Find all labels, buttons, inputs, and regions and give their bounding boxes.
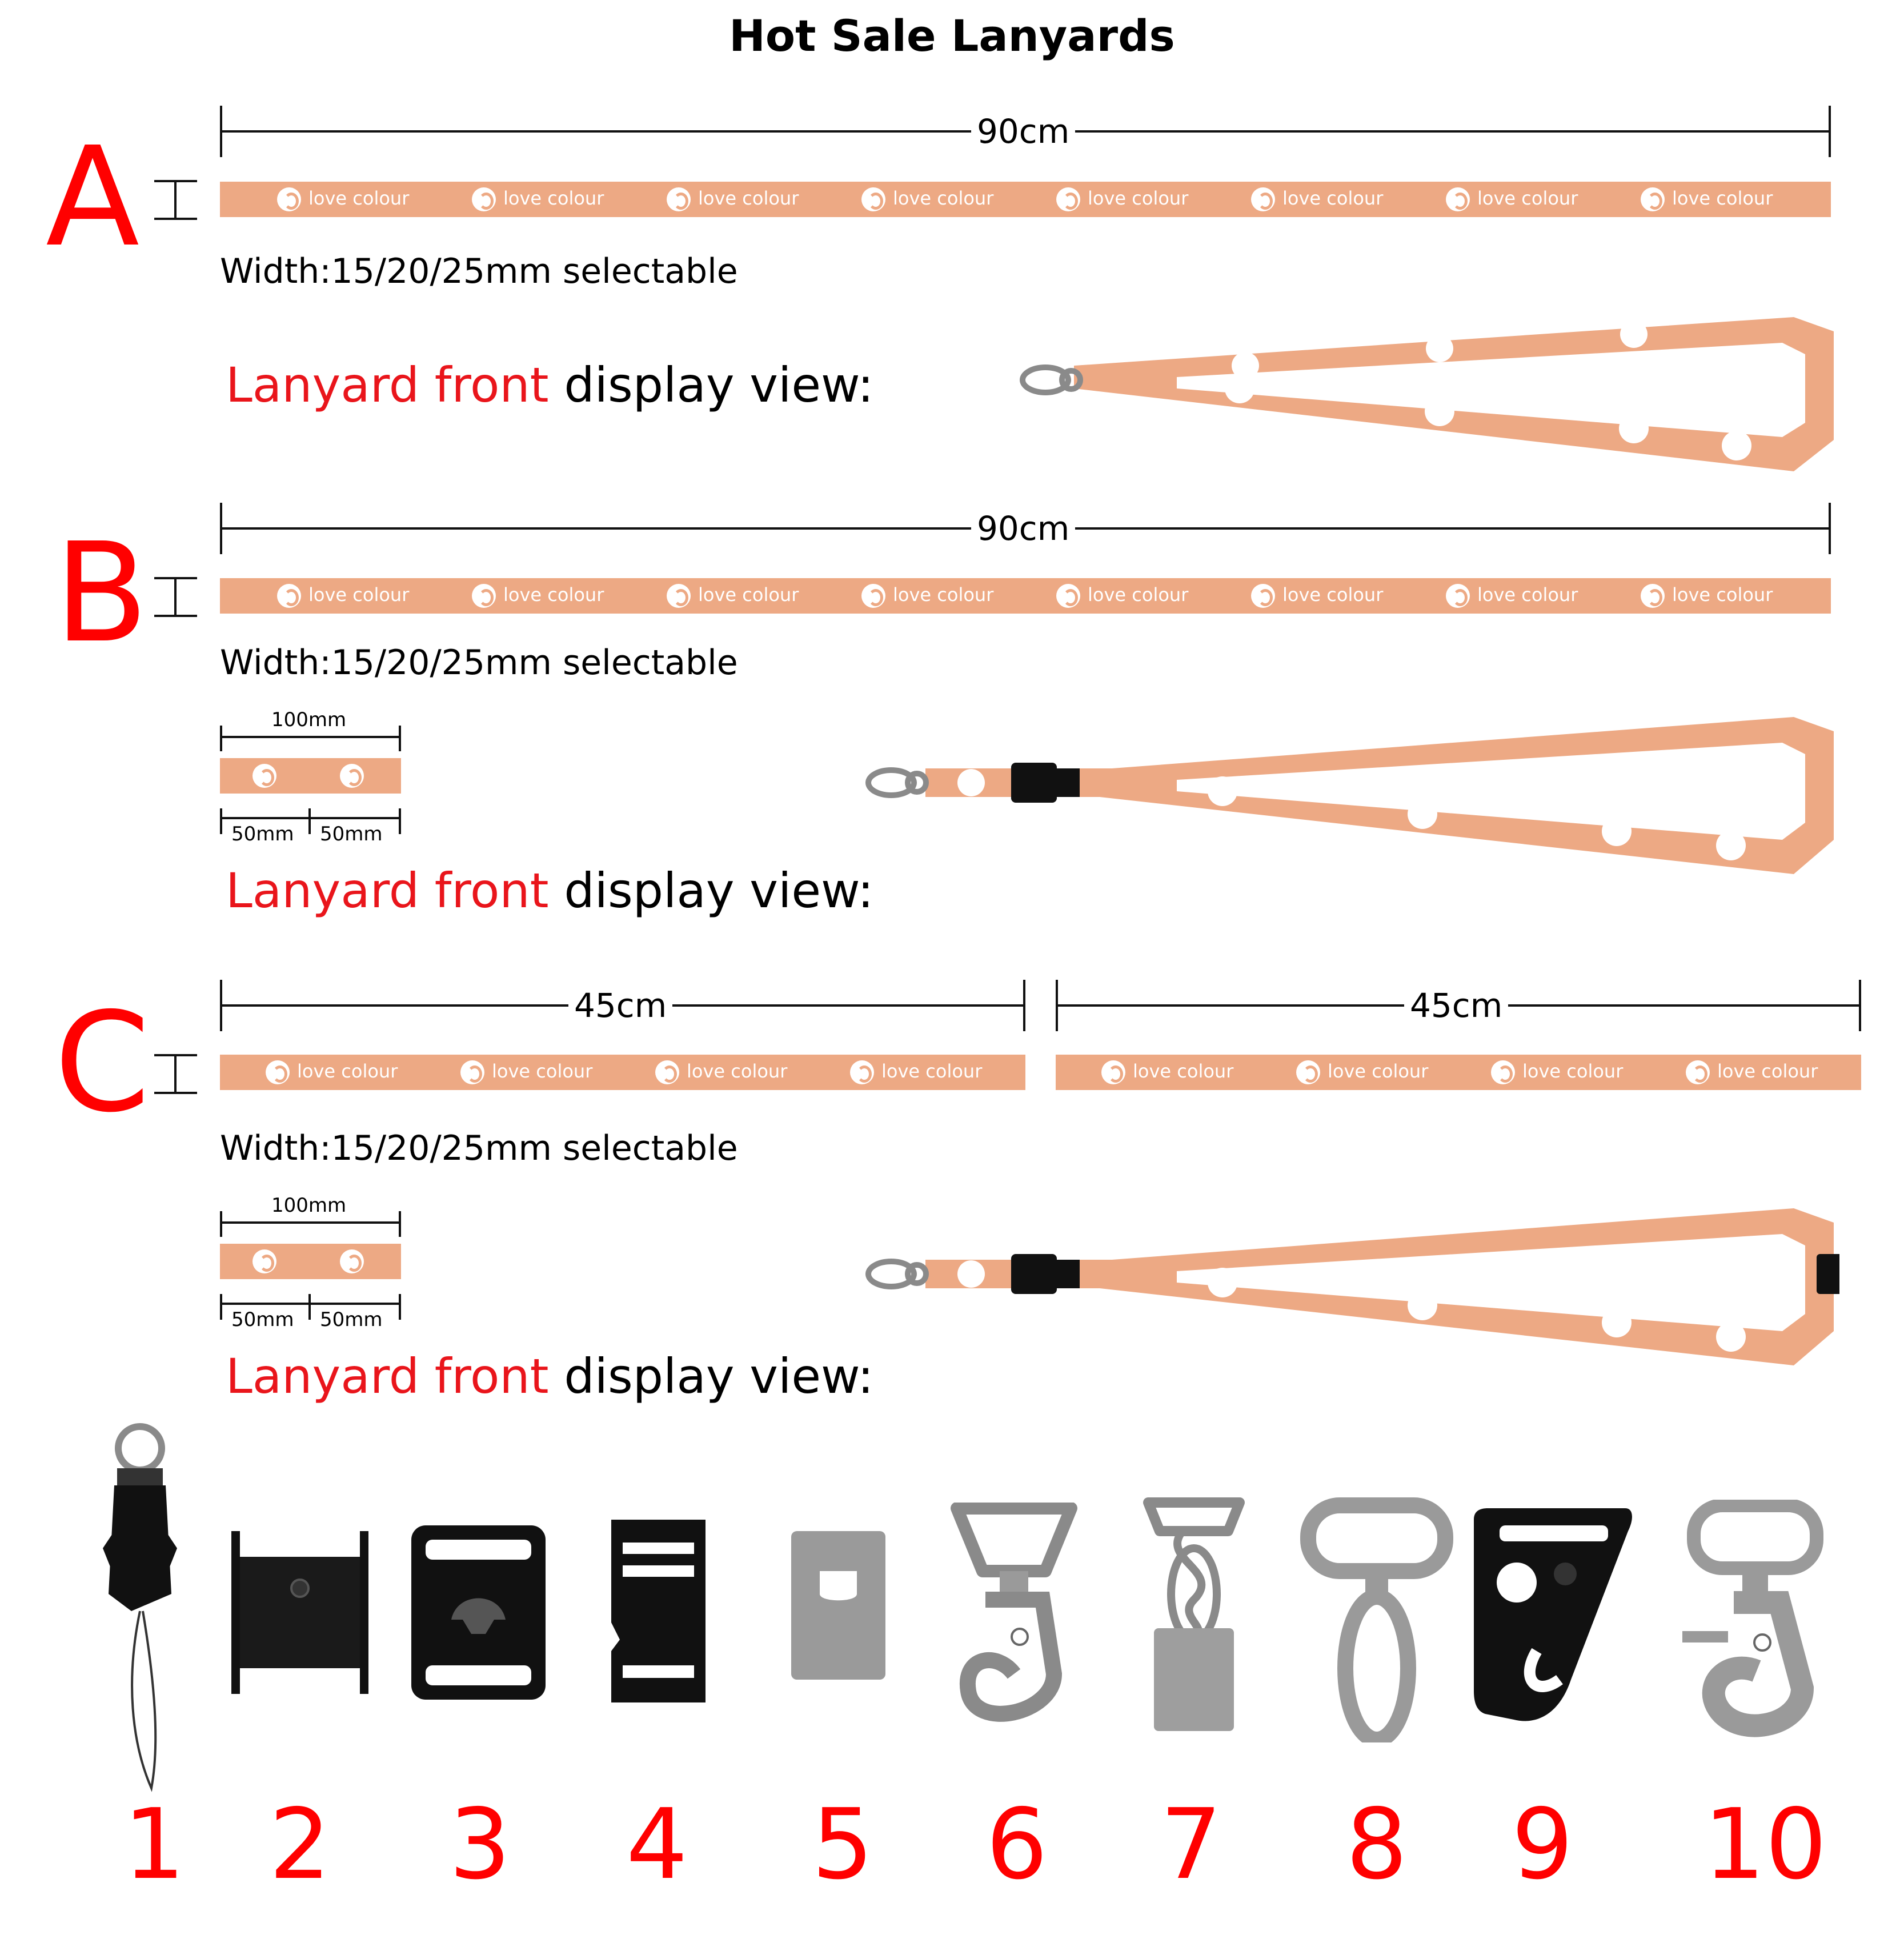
logo-unit: love colour: [1584, 182, 1778, 217]
logo-icon: [277, 187, 301, 211]
logo-unit: love colour: [1445, 1055, 1640, 1090]
swivel-hook-icon: [945, 1503, 1083, 1737]
side-release-buckle-icon: [611, 1520, 706, 1702]
width-text-a: Width:15/20/25mm selectable: [220, 251, 738, 291]
dimension-line-c-right: [1056, 980, 1861, 1031]
front-label-black: display view:: [564, 1348, 874, 1404]
front-view-label-c: [226, 1348, 873, 1404]
lobster-clasp-icon: [1682, 1500, 1828, 1740]
page-title: Hot Sale Lanyards: [729, 10, 1175, 61]
accessory-number-5: 5: [811, 1788, 874, 1901]
dimension-line-b: [220, 503, 1831, 554]
logo-icon: [1251, 187, 1275, 211]
logo-icon: [1251, 584, 1275, 608]
logo-unit: love colour: [1584, 578, 1778, 614]
logo-unit: love colour: [610, 1055, 804, 1090]
length-label: 90cm: [971, 115, 1075, 148]
logo-unit: love colour: [415, 1055, 610, 1090]
logo-unit: love colour: [1640, 1055, 1835, 1090]
logo-unit: love colour: [415, 578, 610, 614]
logo-unit: love colour: [1389, 182, 1584, 217]
sample-segment-c: [220, 1194, 403, 1331]
lanyard-strap-a: [220, 182, 1831, 217]
logo-icon: [1101, 1060, 1125, 1084]
logo-icon: [472, 584, 496, 608]
logo-unit: love colour: [804, 578, 999, 614]
front-view-label-a: [226, 357, 873, 413]
logo-icon: [861, 584, 885, 608]
logo-icon: [460, 1060, 484, 1084]
width-text-c: Width:15/20/25mm selectable: [220, 1128, 738, 1168]
logo-unit: love colour: [1194, 182, 1389, 217]
lanyard-front-illustration-c: [851, 1194, 1839, 1377]
width-text-b: Width:15/20/25mm selectable: [220, 643, 738, 683]
logo-icon: [667, 584, 691, 608]
front-label-red: Lanyard front: [226, 1348, 549, 1404]
logo-unit: love colour: [610, 578, 804, 614]
logo-icon: [655, 1060, 679, 1084]
logo-unit: love colour: [220, 182, 415, 217]
lanyard-strap-c-right: [1056, 1055, 1861, 1090]
logo-icon: [340, 764, 364, 788]
sample-segment-b: [220, 708, 403, 846]
accessory-number-3: 3: [448, 1788, 511, 1901]
logo-icon: [1296, 1060, 1320, 1084]
dimension-line-a: [220, 106, 1831, 157]
logo-icon: [667, 187, 691, 211]
section-letter-b: B: [54, 513, 149, 673]
logo-icon: [1056, 584, 1080, 608]
logo-unit: love colour: [804, 1055, 999, 1090]
logo-unit: love colour: [1056, 1055, 1250, 1090]
front-label-black: display view:: [564, 863, 874, 919]
lanyard-front-illustration-a: [1005, 309, 1839, 480]
logo-icon: [1491, 1060, 1515, 1084]
section-letter-c: C: [54, 983, 150, 1143]
sample-right-label: 50mm: [320, 1308, 383, 1331]
logo-unit: love colour: [1389, 578, 1584, 614]
logo-icon: [850, 1060, 874, 1084]
logo-unit: love colour: [415, 182, 610, 217]
breakaway-connector-icon: [231, 1531, 368, 1694]
length-label-right: 45cm: [1404, 989, 1508, 1022]
front-label-red: Lanyard front: [226, 357, 549, 413]
sample-left-label: 50mm: [231, 1308, 294, 1331]
width-marker-c: [154, 1054, 197, 1094]
logo-unit: love colour: [610, 182, 804, 217]
badge-clip-icon: [1137, 1497, 1251, 1737]
logo-icon: [861, 187, 885, 211]
phone-loop-icon: [97, 1423, 200, 1794]
logo-icon: [1446, 187, 1470, 211]
logo-icon: [1686, 1060, 1710, 1084]
accessory-number-4: 4: [626, 1788, 688, 1901]
plastic-hook-icon: [1474, 1508, 1634, 1725]
lanyard-strap-b: [220, 578, 1831, 614]
snap-hook-icon: [1300, 1497, 1454, 1742]
logo-icon: [1641, 187, 1665, 211]
accessory-number-7: 7: [1160, 1788, 1222, 1901]
logo-icon: [252, 1249, 276, 1273]
accessory-number-1: 1: [123, 1788, 186, 1901]
logo-icon: [277, 584, 301, 608]
logo-unit: love colour: [220, 1055, 415, 1090]
plastic-buckle-icon: [411, 1525, 546, 1700]
logo-icon: [266, 1060, 290, 1084]
logo-icon: [472, 187, 496, 211]
logo-unit: love colour: [999, 182, 1194, 217]
logo-icon: [252, 764, 276, 788]
logo-icon: [1641, 584, 1665, 608]
logo-unit: love colour: [999, 578, 1194, 614]
logo-unit: love colour: [804, 182, 999, 217]
width-marker-a: [154, 180, 197, 220]
logo-unit: love colour: [1250, 1055, 1445, 1090]
length-label: 90cm: [971, 512, 1075, 545]
front-label-black: display view:: [564, 357, 874, 413]
accessory-number-2: 2: [268, 1788, 331, 1901]
accessory-number-9: 9: [1511, 1788, 1574, 1901]
front-label-red: Lanyard front: [226, 863, 549, 919]
width-marker-b: [154, 577, 197, 617]
accessory-number-8: 8: [1345, 1788, 1408, 1901]
sample-total-label: 100mm: [271, 708, 347, 731]
logo-icon: [1056, 187, 1080, 211]
sample-total-label: 100mm: [271, 1194, 347, 1217]
dimension-line-c-left: [220, 980, 1025, 1031]
lanyard-strap-c-left: [220, 1055, 1025, 1090]
sample-left-label: 50mm: [231, 823, 294, 846]
logo-icon: [1446, 584, 1470, 608]
logo-unit: love colour: [220, 578, 415, 614]
bottle-opener-icon: [791, 1531, 885, 1680]
accessory-number-6: 6: [985, 1788, 1048, 1901]
section-letter-a: A: [46, 117, 140, 277]
logo-unit: love colour: [1194, 578, 1389, 614]
accessory-number-10: 10: [1703, 1788, 1827, 1901]
sample-right-label: 50mm: [320, 823, 383, 846]
lanyard-front-illustration-b: [851, 703, 1839, 886]
front-view-label-b: [226, 863, 873, 919]
logo-icon: [340, 1249, 364, 1273]
length-label-left: 45cm: [568, 989, 672, 1022]
